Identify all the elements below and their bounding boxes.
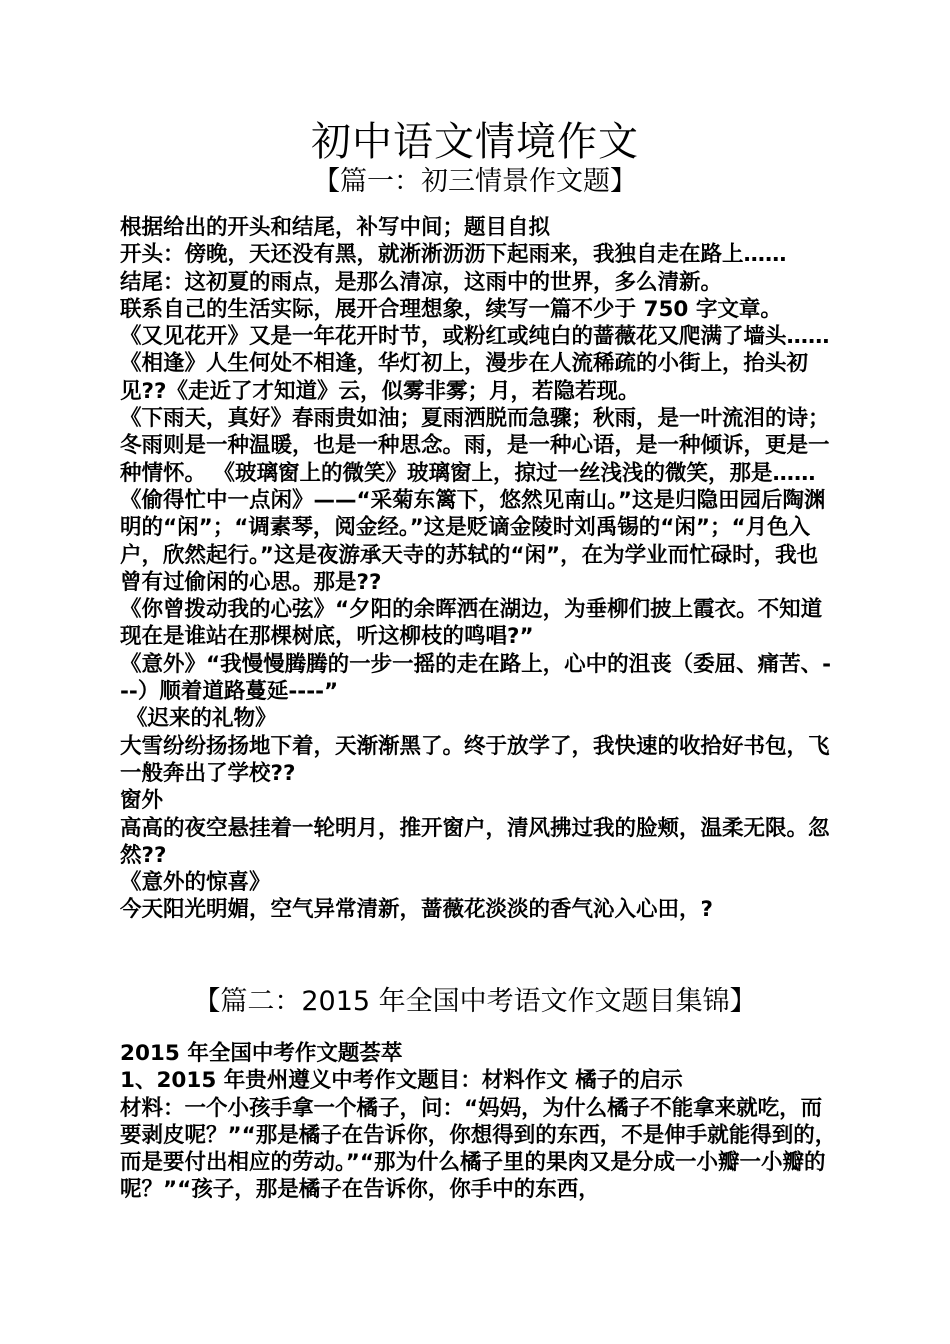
paragraph: 《偷得忙中一点闲》——“采菊东篱下，悠然见南山。”这是归隐田园后陶渊明的“闲”；“调素琴，阅金经。”这是贬谪金陵时刘禹锡的“闲”；“月色入户，欣然起行。”这是夜游承天寺的苏轼的“闲”，在为学业而忙碌时，我也曾有过偷闲的心思。那是??: [120, 487, 826, 595]
paragraph: 结尾：这初夏的雨点，是那么清凉，这雨中的世界，多么清新。: [120, 269, 723, 295]
section-heading-2: 【篇二：2015 年全国中考语文作文题目集锦】: [193, 986, 757, 1017]
paragraph: 《迟来的礼物》: [126, 706, 277, 732]
paragraph: 1、2015 年贵州遵义中考作文题目：材料作文 橘子的启示: [120, 1068, 683, 1094]
paragraph: 2015 年全国中考作文题荟萃: [120, 1041, 403, 1066]
paragraph: 《下雨天，真好》春雨贵如油；夏雨洒脱而急骤；秋雨，是一叶流泪的诗；冬雨则是一种温暖，也是一种思念。雨，是一种心语，是一种倾诉，更是一种情怀。 《玻璃窗上的微笑》玻璃窗上，掠过一丝浅浅的微笑，那是……: [120, 406, 830, 486]
paragraph: 大雪纷纷扬扬地下着，天渐渐黑了。终于放学了，我快速的收拾好书包，飞一般奔出了学校??: [120, 733, 830, 786]
paragraph: 《意外》“我慢慢腾腾的一步一摇的走在路上，心中的沮丧（委屈、痛苦、---）顺着道路蔓延----”: [120, 651, 832, 705]
paragraph: 材料：一个小孩手拿一个橘子，问：“妈妈，为什么橘子不能拿来就吃，而要剥皮呢？”“那是橘子在告诉你，你想得到的东西，不是伸手就能得到的，而是要付出相应的劳动。”“那为什么橘子里的果肉又是分成一小瓣一小瓣的呢？”“孩子，那是橘子在告诉你，你手中的东西，: [120, 1095, 837, 1203]
paragraph: 《意外的惊喜》: [120, 870, 271, 896]
document-title: 初中语文情境作文: [311, 119, 639, 165]
paragraph: 高高的夜空悬挂着一轮明月，推开窗户，清风拂过我的脸颊，温柔无限。忽然??: [120, 815, 830, 868]
paragraph: 《你曾拨动我的心弦》“夕阳的余晖洒在湖边，为垂柳们披上霞衣。不知道现在是谁站在那棵树底，听这柳枝的鸣唱?”: [120, 597, 823, 650]
section-heading-1: 【篇一：初三情景作文题】: [313, 166, 637, 197]
paragraph: 窗外: [120, 788, 164, 814]
paragraph: 根据给出的开头和结尾，补写中间；题目自拟: [120, 215, 551, 240]
paragraph: 联系自己的生活实际，展开合理想象，续写一篇不少于 750 字文章。: [120, 296, 782, 322]
paragraph: 《又见花开》又是一年花开时节，或粉红或纯白的蔷薇花又爬满了墙头……《相逢》人生何处不相逢，华灯初上，漫步在人流稀疏的小街上，抬头初见??《走近了才知道》云，似雾非雾；月，若隐若现。: [120, 324, 830, 404]
section-body-2: [116, 1040, 838, 1204]
section-body-1: [116, 214, 838, 924]
paragraph: 开头：傍晚，天还没有黑，就淅淅沥沥下起雨来，我独自走在路上……: [120, 242, 787, 268]
paragraph: 今天阳光明媚，空气异常清新，蔷薇花淡淡的香气沁入心田，?: [120, 897, 713, 923]
